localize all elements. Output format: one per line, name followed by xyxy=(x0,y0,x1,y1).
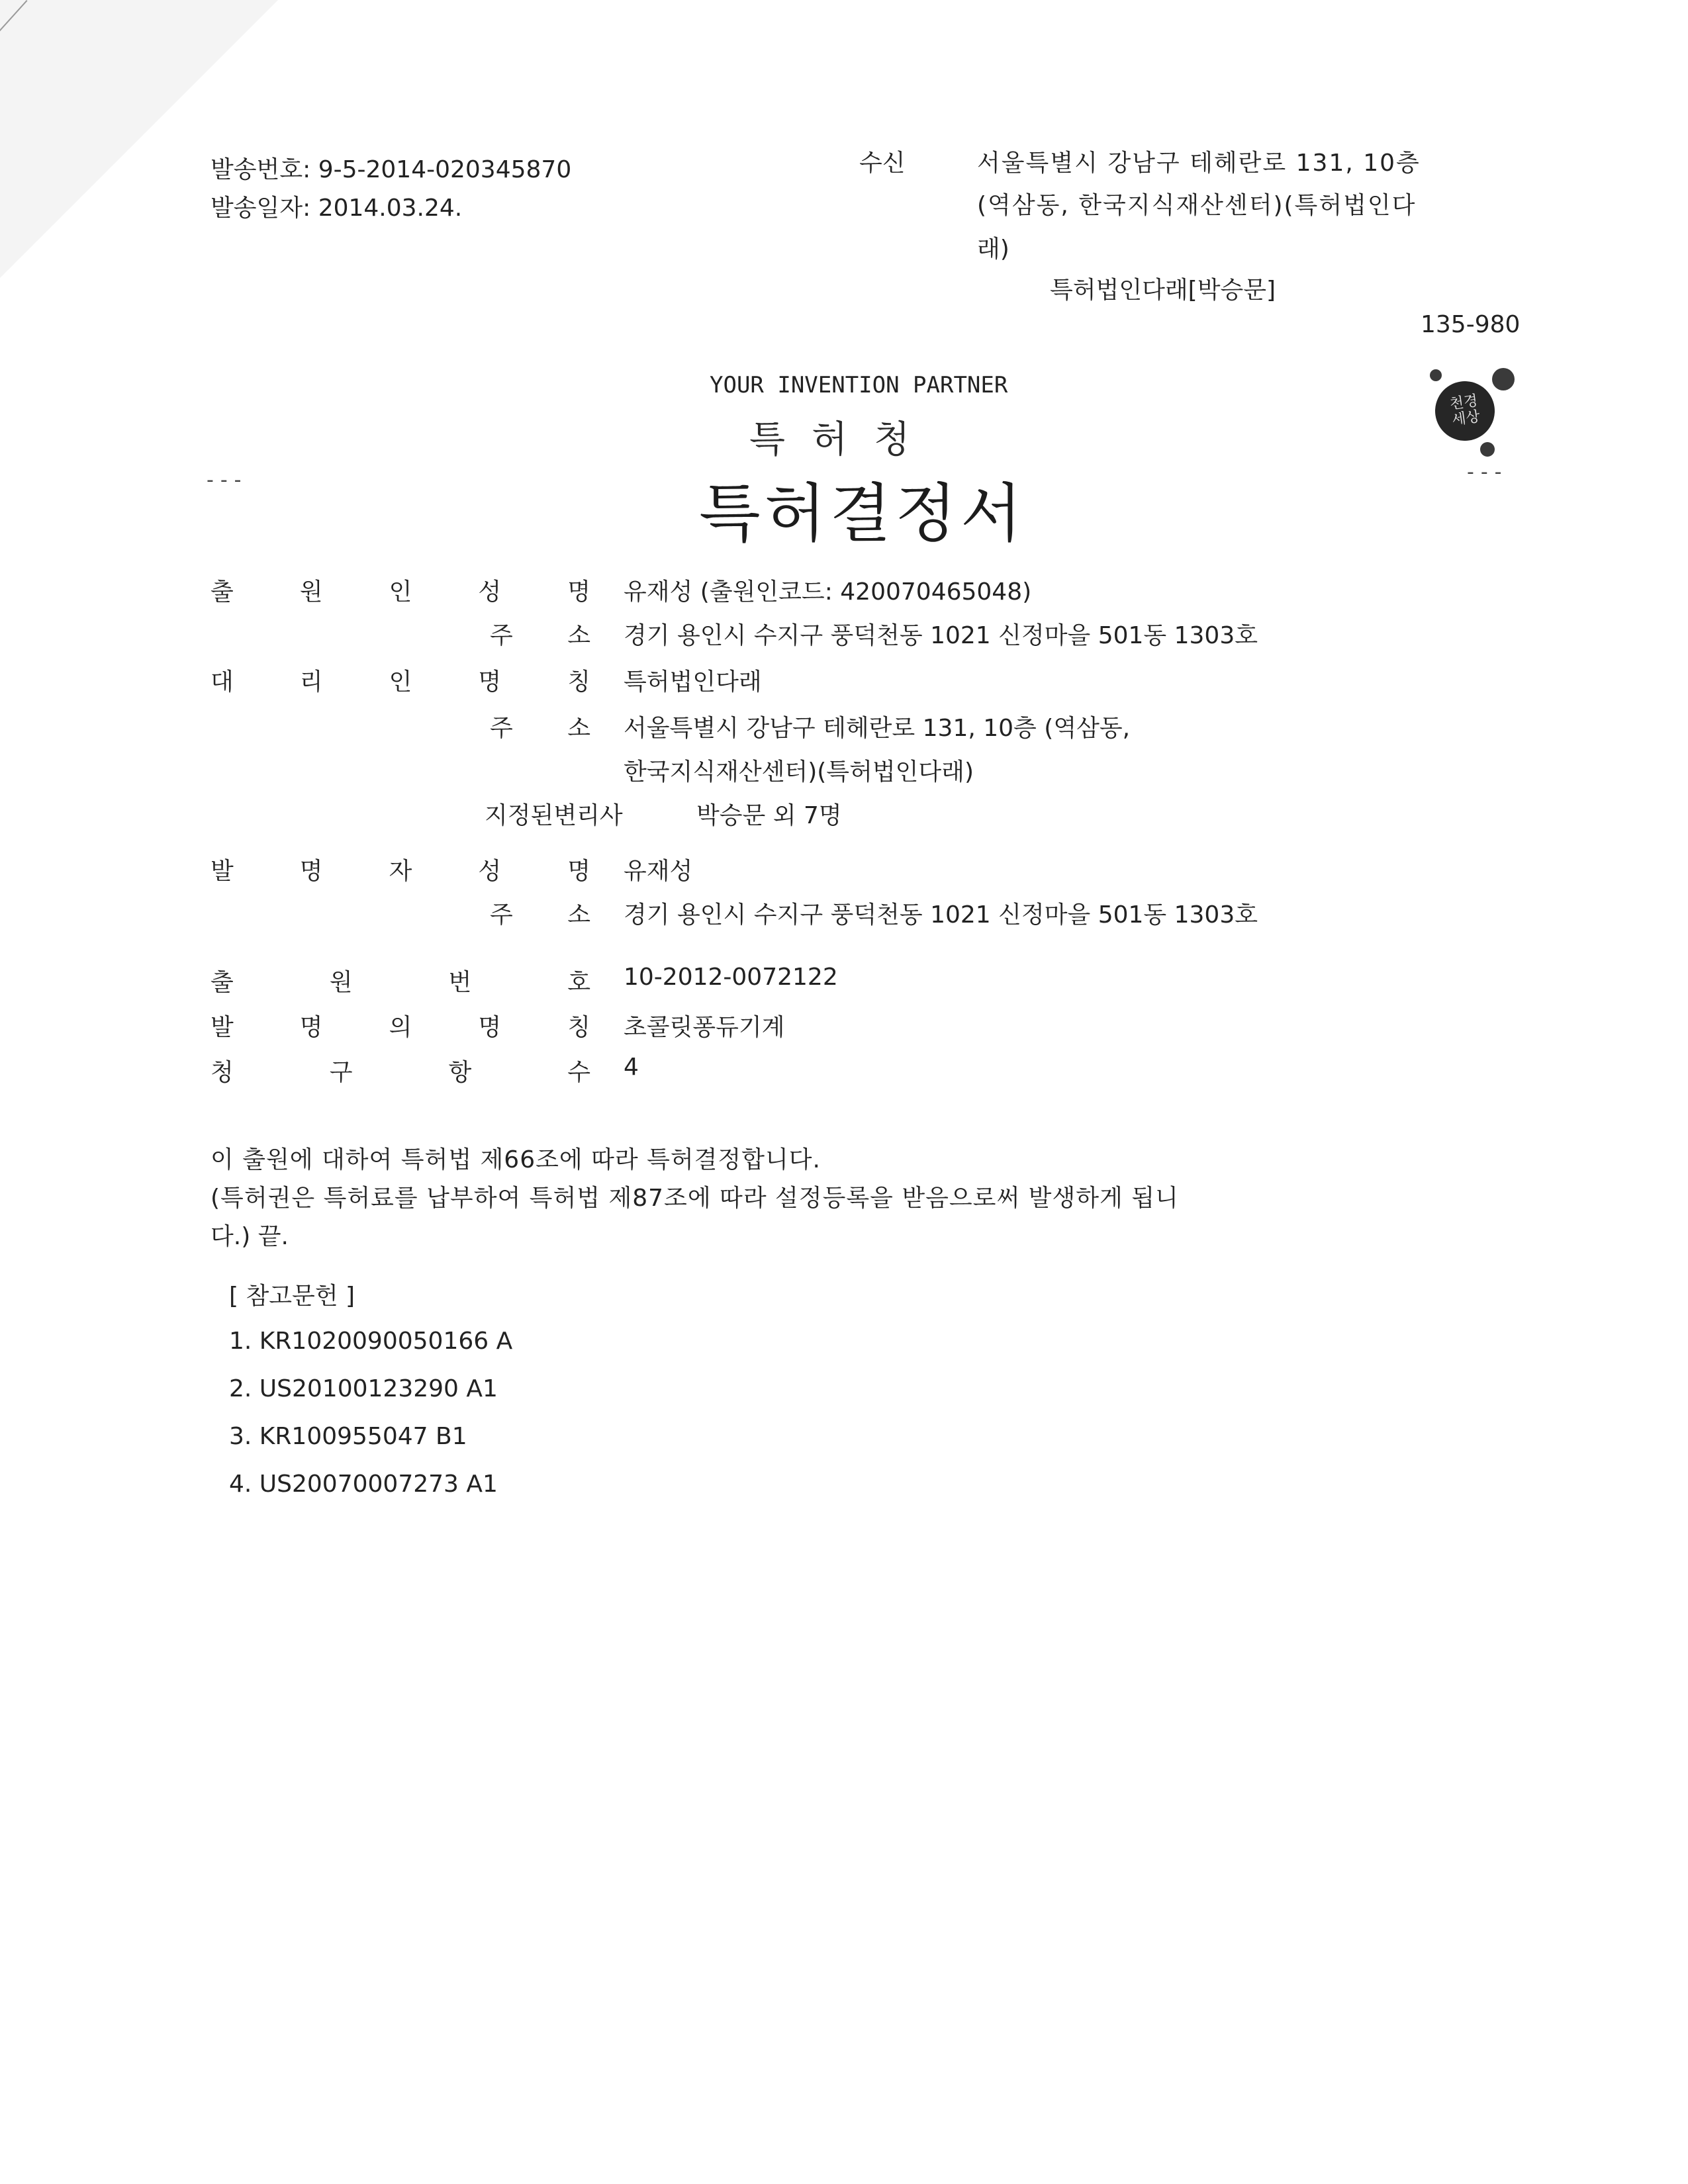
label-char: 번 xyxy=(448,969,472,996)
label-char: 발 xyxy=(211,858,234,885)
applicant-address-label xyxy=(490,617,590,651)
left-dashes: --- xyxy=(207,469,248,492)
label-char: 명 xyxy=(299,858,323,885)
recipient-address-line3: 래) xyxy=(977,236,1009,263)
agent-name-row xyxy=(0,663,1688,703)
reference-item-3: 3. KR100955047 B1 xyxy=(229,1423,467,1450)
send-date xyxy=(211,189,462,223)
label-char: 구 xyxy=(329,1059,353,1086)
seal-stamp xyxy=(1431,377,1499,445)
label-char: 출 xyxy=(211,969,234,996)
send-number xyxy=(211,151,571,185)
label-char: 의 xyxy=(389,1014,412,1041)
application-number-value: 10-2012-0072122 xyxy=(624,964,838,991)
label-char: 칭 xyxy=(567,1014,590,1041)
label-char: 원 xyxy=(299,578,323,606)
designated-attorney-label: 지정된변리사 xyxy=(485,802,623,829)
applicant-address-row xyxy=(0,617,1688,657)
inventor-address-value: 경기 용인시 수지구 풍덕천동 1021 신정마을 501동 1303호 xyxy=(624,901,1258,929)
label-char: 리 xyxy=(299,668,323,696)
applicant-name-value: 유재성 (출원인코드: 420070465048) xyxy=(624,578,1032,606)
postal-code: 135-980 xyxy=(1421,311,1521,338)
agent-name-label xyxy=(211,663,590,697)
label-char: 명 xyxy=(478,1014,502,1041)
claims-count-label xyxy=(211,1054,590,1087)
recipient-address-line1: 서울특별시 강남구 테헤란로 131, 10층 xyxy=(977,150,1421,177)
label-char: 항 xyxy=(448,1059,472,1086)
label-char: 주 xyxy=(490,715,513,742)
agent-address-row xyxy=(0,709,1688,749)
recipient-name: 특허법인다래[박승문] xyxy=(1050,277,1276,304)
label-char: 명 xyxy=(299,1014,323,1041)
label-char: 발 xyxy=(211,1014,234,1041)
label-char: 성 xyxy=(478,858,502,885)
label-char: 성 xyxy=(478,578,502,606)
decision-line-1: 이 출원에 대하여 특허법 제66조에 따라 특허결정합니다. xyxy=(211,1146,821,1173)
reference-item-1: 1. KR1020090050166 A xyxy=(229,1328,513,1355)
send-number-value: 9-5-2014-020345870 xyxy=(318,156,572,183)
label-char: 명 xyxy=(567,578,590,606)
right-dashes: --- xyxy=(1467,461,1509,484)
seal-dot-3 xyxy=(1480,442,1495,457)
label-char: 수 xyxy=(567,1059,590,1086)
label-char: 소 xyxy=(567,901,590,929)
references-heading: [ 참고문헌 ] xyxy=(229,1283,355,1310)
reference-item-2: 2. US20100123290 A1 xyxy=(229,1375,498,1402)
invention-title-value: 초콜릿퐁듀기계 xyxy=(624,1014,785,1041)
designated-attorney-row xyxy=(0,797,1688,837)
seal-dot-1 xyxy=(1430,369,1442,381)
applicant-name-row xyxy=(0,573,1688,613)
inventor-name-value: 유재성 xyxy=(624,858,693,885)
agency-name: 특허청 xyxy=(749,418,937,461)
application-number-label xyxy=(211,964,590,997)
label-char: 칭 xyxy=(567,668,590,696)
recipient-address-line2: (역삼동, 한국지식재산센터)(특허법인다 xyxy=(977,192,1417,219)
page-fold-corner xyxy=(0,0,278,278)
label-char: 주 xyxy=(490,901,513,929)
label-char: 명 xyxy=(478,668,502,696)
agent-address-row-2 xyxy=(0,753,1688,793)
claims-count-row xyxy=(0,1054,1688,1093)
label-char: 소 xyxy=(567,622,590,649)
label-char: 호 xyxy=(567,969,590,996)
label-char: 출 xyxy=(211,578,234,606)
inventor-address-label xyxy=(490,896,590,930)
claims-count-value: 4 xyxy=(624,1054,639,1081)
recipient-label: 수신 xyxy=(859,150,906,177)
slogan: YOUR INVENTION PARTNER xyxy=(710,372,1008,398)
label-char: 자 xyxy=(389,858,412,885)
designated-attorney-value: 박승문 외 7명 xyxy=(696,802,842,829)
seal-text: 천경 세상 xyxy=(1448,392,1481,429)
applicant-name-label xyxy=(211,573,590,607)
label-char: 청 xyxy=(211,1059,234,1086)
label-char: 소 xyxy=(567,715,590,742)
agent-name-value: 특허법인다래 xyxy=(624,668,762,696)
agent-address-line2: 한국지식재산센터)(특허법인다래) xyxy=(624,758,974,786)
send-number-label: 발송번호: xyxy=(211,156,311,183)
label-char: 인 xyxy=(389,578,412,606)
inventor-name-row xyxy=(0,852,1688,892)
application-number-row xyxy=(0,964,1688,1003)
applicant-address-value: 경기 용인시 수지구 풍덕천동 1021 신정마을 501동 1303호 xyxy=(624,622,1258,649)
send-date-label: 발송일자: xyxy=(211,195,311,222)
agent-address-label xyxy=(490,709,590,743)
invention-title-row xyxy=(0,1009,1688,1048)
send-date-value: 2014.03.24. xyxy=(318,195,463,222)
label-char: 원 xyxy=(329,969,353,996)
reference-item-4: 4. US20070007273 A1 xyxy=(229,1471,498,1498)
decision-line-3: 다.) 끝. xyxy=(211,1223,289,1250)
decision-line-2: (특허권은 특허료를 납부하여 특허법 제87조에 따라 설정등록을 받음으로써 발생하게 됩니 xyxy=(211,1185,1179,1212)
inventor-address-row xyxy=(0,896,1688,936)
label-char: 주 xyxy=(490,622,513,649)
inventor-name-label xyxy=(211,852,590,886)
label-char: 명 xyxy=(567,858,590,885)
agent-address-line1: 서울특별시 강남구 테헤란로 131, 10층 (역삼동, xyxy=(624,715,1131,742)
invention-title-label xyxy=(211,1009,590,1042)
label-char: 대 xyxy=(211,668,234,696)
document-title: 특허결정서 xyxy=(699,477,1026,551)
seal-dot-2 xyxy=(1492,368,1515,390)
label-char: 인 xyxy=(389,668,412,696)
